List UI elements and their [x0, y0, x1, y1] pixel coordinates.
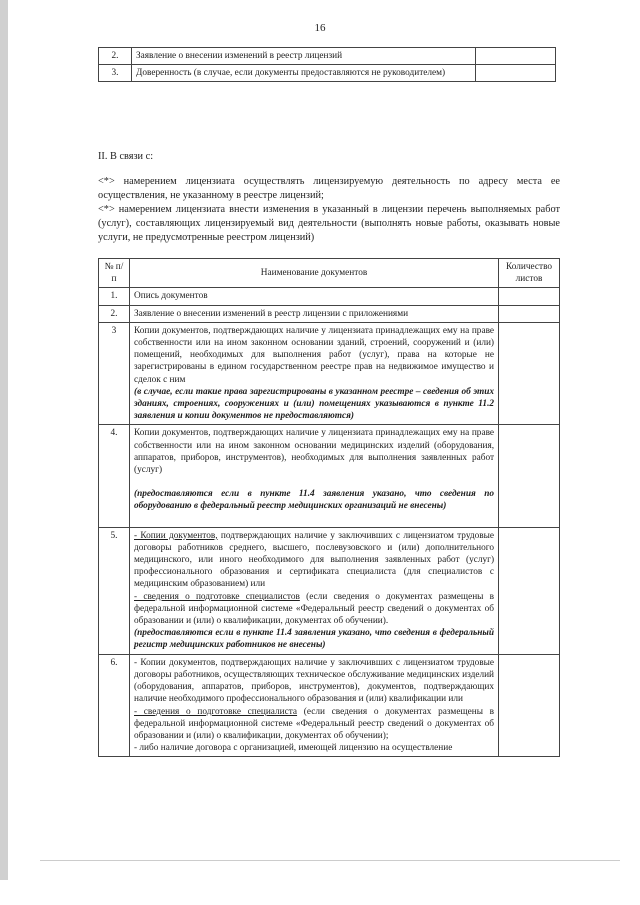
row-number: 6.	[99, 654, 130, 757]
row-text: Заявление о внесении изменений в реестр лицензии с приложениями	[130, 305, 499, 322]
row-text: Копии документов, подтверждающих наличие у лицензиата принадлежащих ему на праве собственности или на ином законном основании медицинских изделий (оборудования, аппаратов, приборов, инструментов), необходимых для выполнения заявленных работ (услуг)	[134, 428, 495, 476]
row-text-2: (если сведения о документах размещены в федеральной информационной системе «Федеральный реестр сведений о документах об образовании и (или) о квалификации, документах об обучении).	[134, 591, 495, 627]
row-quantity	[499, 527, 560, 654]
row-number: 2.	[99, 305, 130, 322]
table-row	[99, 48, 556, 65]
section-heading: II. В связи с:	[98, 151, 154, 162]
row-quantity	[499, 322, 560, 425]
row-text: подтверждающих наличие у заключивших с лицензиатом трудовые договоры работников среднего, высшего, послевузовского и (или) дополнительного медицинского, или иного необходимого для выполнения заявленных работ (услуг) профессионального образования и сертификата специалиста (для специалистов с медицинским образованием) или	[134, 530, 495, 590]
scan-bottom-edge	[40, 860, 620, 861]
row-text: Копии документов, подтверждающих наличие у лицензиата принадлежащих ему на праве собственности или на ином законном основании зданий, строений, сооружений и (или) помещений, необходимых для выполнения работ (услуг), права на которые не зарегистрированы в едином государственном реестре прав на недвижимое имущество и сделок с ним	[134, 325, 495, 385]
intro-paragraph-1: <*> намерением лицензиата осуществлять лицензируемую деятельность по адресу места ее осуществления, не указанному в реестре лицензий;	[98, 176, 560, 201]
row-quantity	[499, 305, 560, 322]
row-number: 1.	[99, 288, 130, 305]
row-number: 3	[99, 322, 130, 425]
page-number: 16	[314, 22, 326, 34]
row-quantity	[499, 288, 560, 305]
table-row	[99, 425, 560, 527]
row-content	[130, 322, 499, 425]
row-text: Заявление о внесении изменений в реестр лицензий	[132, 48, 476, 65]
intro-paragraph-2: <*> намерением лицензиата внести изменения в указанный в лицензии перечень выполняемых работ (услуг), составляющих лицензируемый вид деятельности (выполнять новые работы, оказывать новые услуги, не предусмотренные реестром лицензий)	[98, 204, 560, 243]
header-quantity: Количество листов	[499, 259, 560, 288]
row-text: Доверенность (в случае, если документы предоставляются не руководителем)	[132, 65, 476, 82]
row-quantity	[499, 425, 560, 527]
row-number: 3.	[99, 65, 132, 82]
row-number: 4.	[99, 425, 130, 527]
row-note: (предоставляются если в пункте 11.4 заявления указано, что сведения по оборудованию в федеральный реестр медицинских организаций не внесены)	[134, 489, 495, 512]
row-quantity	[499, 654, 560, 757]
row-lead-2: - сведения о подготовке специалиста	[134, 706, 298, 717]
row-content	[130, 425, 499, 527]
row-lead-2: - сведения о подготовке специалистов	[134, 591, 300, 602]
row-text-2: (если сведения о документах размещены в федеральной информационной системе «Федеральный реестр сведений о документах об образовании и (или) о квалификации, документах об обучении);	[134, 706, 495, 741]
table-row	[99, 65, 556, 82]
table-row	[99, 654, 560, 757]
scan-edge-shadow	[0, 0, 8, 880]
header-name: Наименование документов	[130, 259, 499, 288]
header-number: № п/п	[99, 259, 130, 288]
documents-table	[98, 258, 560, 757]
row-note: (предоставляются если в пункте 11.4 заявления указано, что сведения в федеральный регистр медицинских работников не внесены)	[134, 628, 495, 651]
row-text: - Копии документов, подтверждающих наличие у заключивших с лицензиатом трудовые договоры работников, осуществляющих техническое обслуживание медицинских изделий (оборудования, аппаратов, приборов, инструментов), документов, подтверждающих наличие необходимого профессионального образования и (или) квалификации или	[134, 657, 495, 705]
row-content	[130, 654, 499, 757]
row-note: (в случае, если такие права зарегистрированы в указанном реестре – сведения об этих зданиях, строениях, сооружениях и (или) помещениях указываются в пункте 11.2 заявления и копии документов не предоставляются)	[134, 386, 495, 422]
row-number: 5.	[99, 527, 130, 654]
table-row	[99, 322, 560, 425]
row-empty-cell	[476, 48, 556, 65]
table-header-row	[99, 259, 560, 288]
row-content	[130, 527, 499, 654]
row-lead: - Копии документов,	[134, 530, 218, 541]
table-row	[99, 527, 560, 654]
row-text-3: - либо наличие договора с организацией, имеющей лицензию на осуществление	[134, 743, 453, 754]
table-row	[99, 305, 560, 322]
table-row	[99, 288, 560, 305]
continued-documents-table	[98, 47, 556, 82]
row-empty-cell	[476, 65, 556, 82]
row-number: 2.	[99, 48, 132, 65]
row-text: Опись документов	[130, 288, 499, 305]
